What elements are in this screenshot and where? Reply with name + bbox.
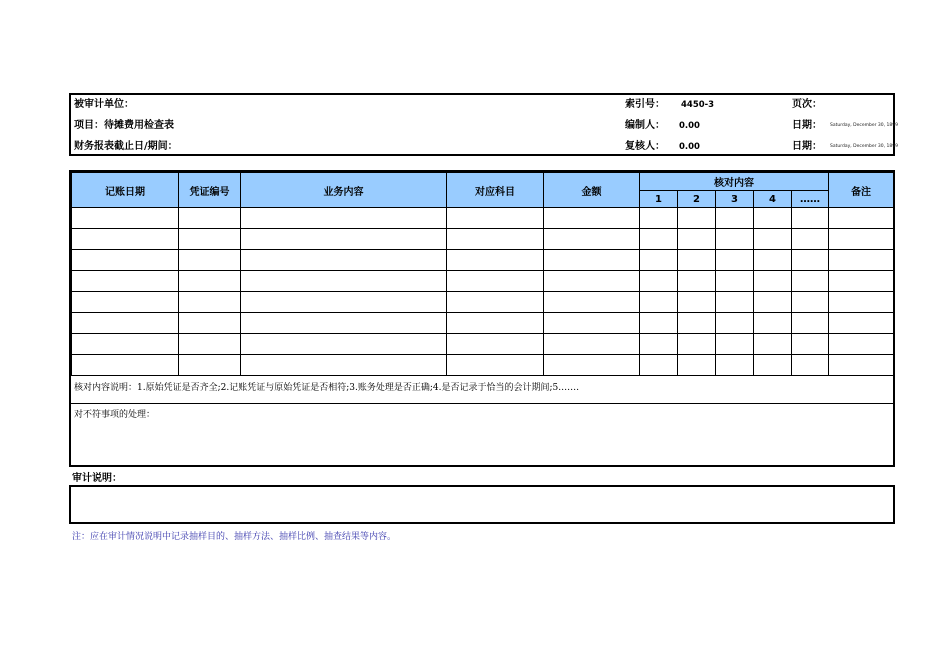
check-content-note: 核对内容说明：1.原始凭证是否齐全;2.记账凭证与原始凭证是否相符;3.账务处理是否正确;4.是否记录于恰当的会计期间;5.……	[71, 373, 893, 404]
table-cell[interactable]	[640, 292, 678, 313]
table-cell[interactable]	[792, 271, 829, 292]
table-cell[interactable]	[241, 250, 447, 271]
table-cell[interactable]	[640, 271, 678, 292]
audit-explanation-label: 审计说明：	[72, 473, 122, 484]
table-cell[interactable]	[716, 229, 754, 250]
table-cell[interactable]	[678, 271, 716, 292]
discrepancy-handling-label: 对不符事项的处理：	[74, 410, 156, 420]
table-cell[interactable]	[447, 292, 544, 313]
table-cell[interactable]	[754, 292, 792, 313]
table-cell[interactable]	[754, 334, 792, 355]
reviewer-label: 复核人：	[625, 141, 665, 152]
table-row	[72, 313, 894, 334]
table-cell[interactable]	[241, 208, 447, 229]
audit-explanation-box[interactable]	[69, 485, 895, 524]
table-cell[interactable]	[544, 271, 640, 292]
table-cell[interactable]	[179, 313, 241, 334]
table-cell[interactable]	[179, 334, 241, 355]
table-cell[interactable]	[544, 229, 640, 250]
index-label: 索引号：	[625, 99, 665, 110]
table-cell[interactable]	[241, 334, 447, 355]
table-cell[interactable]	[754, 313, 792, 334]
table-cell[interactable]	[678, 208, 716, 229]
table-cell[interactable]	[829, 313, 894, 334]
table-cell[interactable]	[72, 334, 179, 355]
table-cell[interactable]	[179, 229, 241, 250]
table-cell[interactable]	[544, 292, 640, 313]
table-cell[interactable]	[447, 229, 544, 250]
table-cell[interactable]	[447, 271, 544, 292]
prepaid-expense-check-table	[69, 170, 895, 467]
reviewer-value: 0.00	[679, 142, 700, 152]
page-label: 页次：	[792, 99, 822, 110]
table-cell[interactable]	[640, 313, 678, 334]
table-cell[interactable]	[716, 334, 754, 355]
col-header-date: 记账日期	[72, 173, 179, 208]
footnote: 注：应在审计情况说明中记录抽样目的、抽样方法、抽样比例、抽查结果等内容。	[72, 532, 397, 542]
workpaper-info-box	[69, 93, 898, 156]
table-cell[interactable]	[72, 208, 179, 229]
table-cell[interactable]	[678, 292, 716, 313]
table-cell[interactable]	[241, 313, 447, 334]
period-label: 财务报表截止日/期间：	[74, 141, 178, 152]
table-cell[interactable]	[716, 271, 754, 292]
date-label-2: 日期：	[792, 141, 822, 152]
index-value: 4450-3	[681, 100, 715, 110]
table-row	[72, 271, 894, 292]
table-cell[interactable]	[544, 334, 640, 355]
table-cell[interactable]	[544, 250, 640, 271]
table-cell[interactable]	[241, 292, 447, 313]
table-cell[interactable]	[640, 229, 678, 250]
check-subcol-1: 1	[640, 191, 678, 208]
col-header-check-content: 核对内容	[640, 173, 829, 191]
table-cell[interactable]	[447, 208, 544, 229]
table-cell[interactable]	[179, 292, 241, 313]
table-cell[interactable]	[179, 250, 241, 271]
preparer-value: 0.00	[679, 121, 700, 131]
table-cell[interactable]	[716, 292, 754, 313]
table-cell[interactable]	[640, 334, 678, 355]
table-row	[72, 229, 894, 250]
table-cell[interactable]	[447, 313, 544, 334]
date-value-1: Saturday, December 30, 1899	[830, 123, 898, 128]
table-cell[interactable]	[754, 271, 792, 292]
table-cell[interactable]	[544, 313, 640, 334]
date-label-1: 日期：	[792, 120, 822, 131]
table-cell[interactable]	[829, 334, 894, 355]
table-cell[interactable]	[640, 208, 678, 229]
table-cell[interactable]	[829, 229, 894, 250]
check-subcol-2: 2	[678, 191, 716, 208]
table-cell[interactable]	[792, 208, 829, 229]
table-cell[interactable]	[754, 229, 792, 250]
table-cell[interactable]	[678, 334, 716, 355]
check-table	[71, 172, 894, 376]
project-label: 项目：待摊费用检查表	[74, 120, 174, 131]
table-cell[interactable]	[72, 271, 179, 292]
table-cell[interactable]	[72, 229, 179, 250]
table-cell[interactable]	[829, 250, 894, 271]
table-cell[interactable]	[716, 313, 754, 334]
table-cell[interactable]	[179, 271, 241, 292]
table-row	[72, 250, 894, 271]
table-cell[interactable]	[72, 250, 179, 271]
table-row	[72, 334, 894, 355]
table-cell[interactable]	[640, 250, 678, 271]
check-subcol-4: 4	[754, 191, 792, 208]
table-row	[72, 292, 894, 313]
table-cell[interactable]	[754, 208, 792, 229]
check-subcol-3: 3	[716, 191, 754, 208]
table-cell[interactable]	[792, 313, 829, 334]
col-header-remarks: 备注	[829, 173, 894, 208]
audited-unit-label: 被审计单位：	[74, 99, 134, 110]
table-cell[interactable]	[792, 250, 829, 271]
table-cell[interactable]	[678, 250, 716, 271]
table-cell[interactable]	[72, 292, 179, 313]
col-header-voucher-no: 凭证编号	[179, 173, 241, 208]
table-cell[interactable]	[678, 229, 716, 250]
table-cell[interactable]	[792, 334, 829, 355]
table-cell[interactable]	[754, 250, 792, 271]
table-cell[interactable]	[716, 250, 754, 271]
table-cell[interactable]	[544, 208, 640, 229]
col-header-counter-account: 对应科目	[447, 173, 544, 208]
table-cell[interactable]	[678, 313, 716, 334]
table-cell[interactable]	[829, 208, 894, 229]
table-cell[interactable]	[447, 334, 544, 355]
date-value-2: Saturday, December 30, 1899	[830, 144, 898, 149]
col-header-business-content: 业务内容	[241, 173, 447, 208]
table-row	[72, 208, 894, 229]
col-header-amount: 金额	[544, 173, 640, 208]
table-cell[interactable]	[72, 313, 179, 334]
table-cell[interactable]	[241, 271, 447, 292]
table-cell[interactable]	[829, 292, 894, 313]
table-cell[interactable]	[179, 208, 241, 229]
preparer-label: 编制人：	[625, 120, 665, 131]
table-cell[interactable]	[716, 208, 754, 229]
table-cell[interactable]	[792, 292, 829, 313]
table-cell[interactable]	[447, 250, 544, 271]
table-cell[interactable]	[792, 229, 829, 250]
table-cell[interactable]	[241, 229, 447, 250]
table-cell[interactable]	[829, 271, 894, 292]
check-subcol-more: ……	[792, 191, 829, 208]
